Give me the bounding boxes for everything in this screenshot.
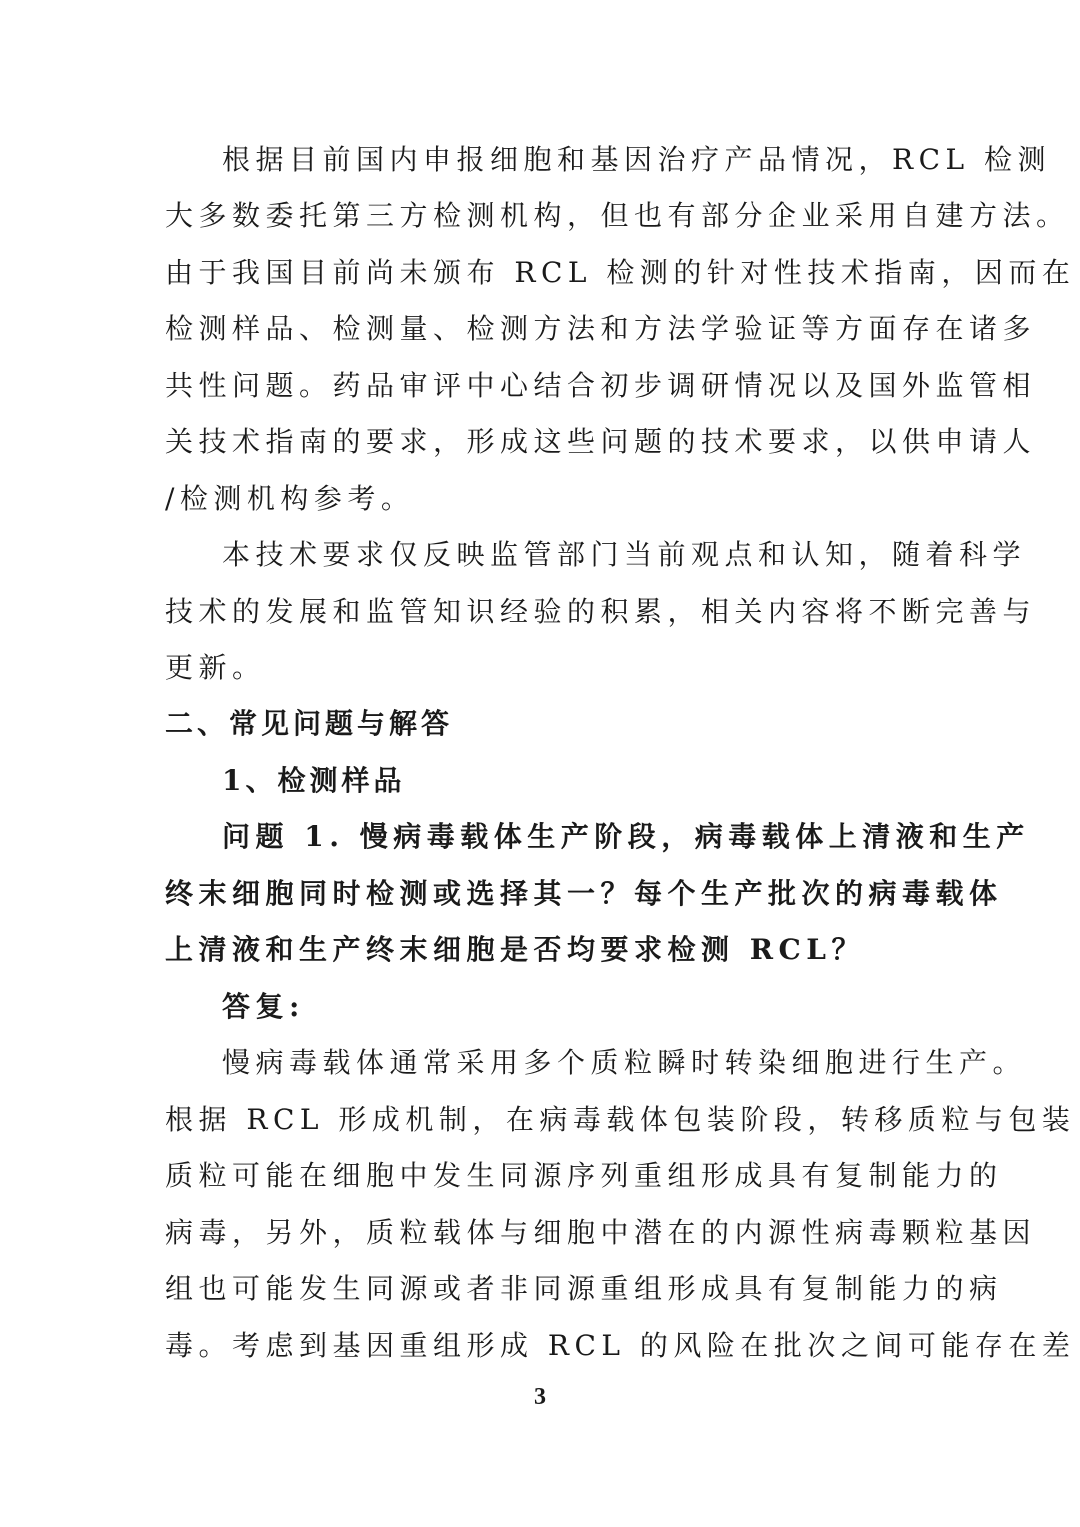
intro-line-4: 检测样品、检测量、检测方法和方法学验证等方面存在诸多	[165, 312, 1037, 345]
page-number: 3	[534, 1384, 546, 1410]
intro-line-6: 关技术指南的要求，形成这些问题的技术要求，以供申请人	[165, 425, 1037, 458]
question-line-2: 终末细胞同时检测或选择其一？每个生产批次的病毒载体	[165, 877, 1003, 910]
scope-line-3: 更新。	[165, 651, 266, 684]
intro-line-2: 大多数委托第三方检测机构，但也有部分企业采用自建方法。	[165, 199, 1070, 232]
answer-line-5: 组也可能发生同源或者非同源重组形成具有复制能力的病	[165, 1272, 1003, 1305]
scope-line-2: 技术的发展和监管知识经验的积累，相关内容将不断完善与	[165, 595, 1037, 628]
intro-line-1: 根据目前国内申报细胞和基因治疗产品情况，RCL 检测	[222, 143, 1052, 176]
scope-line-1: 本技术要求仅反映监管部门当前观点和认知，随着科学	[222, 538, 1027, 571]
answer-label: 答复:	[222, 990, 305, 1023]
section-heading: 二、常见问题与解答	[165, 707, 454, 740]
intro-line-7: /检测机构参考。	[165, 482, 415, 515]
intro-line-5: 共性问题。药品审评中心结合初步调研情况以及国外监管相	[165, 369, 1037, 402]
answer-line-3: 质粒可能在细胞中发生同源序列重组形成具有复制能力的	[165, 1159, 1003, 1192]
subsection-heading: 1、检测样品	[222, 764, 406, 797]
answer-line-4: 病毒，另外，质粒载体与细胞中潜在的内源性病毒颗粒基因	[165, 1216, 1037, 1249]
answer-line-2: 根据 RCL 形成机制，在病毒载体包装阶段，转移质粒与包装	[165, 1103, 1076, 1136]
question-line-1: 问题 1. 慢病毒载体生产阶段，病毒载体上清液和生产	[222, 820, 1030, 853]
question-line-3: 上清液和生产终末细胞是否均要求检测 RCL？	[165, 933, 865, 966]
intro-line-3: 由于我国目前尚未颁布 RCL 检测的针对性技术指南，因而在	[165, 256, 1076, 289]
answer-line-1: 慢病毒载体通常采用多个质粒瞬时转染细胞进行生产。	[222, 1046, 1027, 1079]
answer-line-6: 毒。考虑到基因重组形成 RCL 的风险在批次之间可能存在差	[165, 1329, 1076, 1362]
